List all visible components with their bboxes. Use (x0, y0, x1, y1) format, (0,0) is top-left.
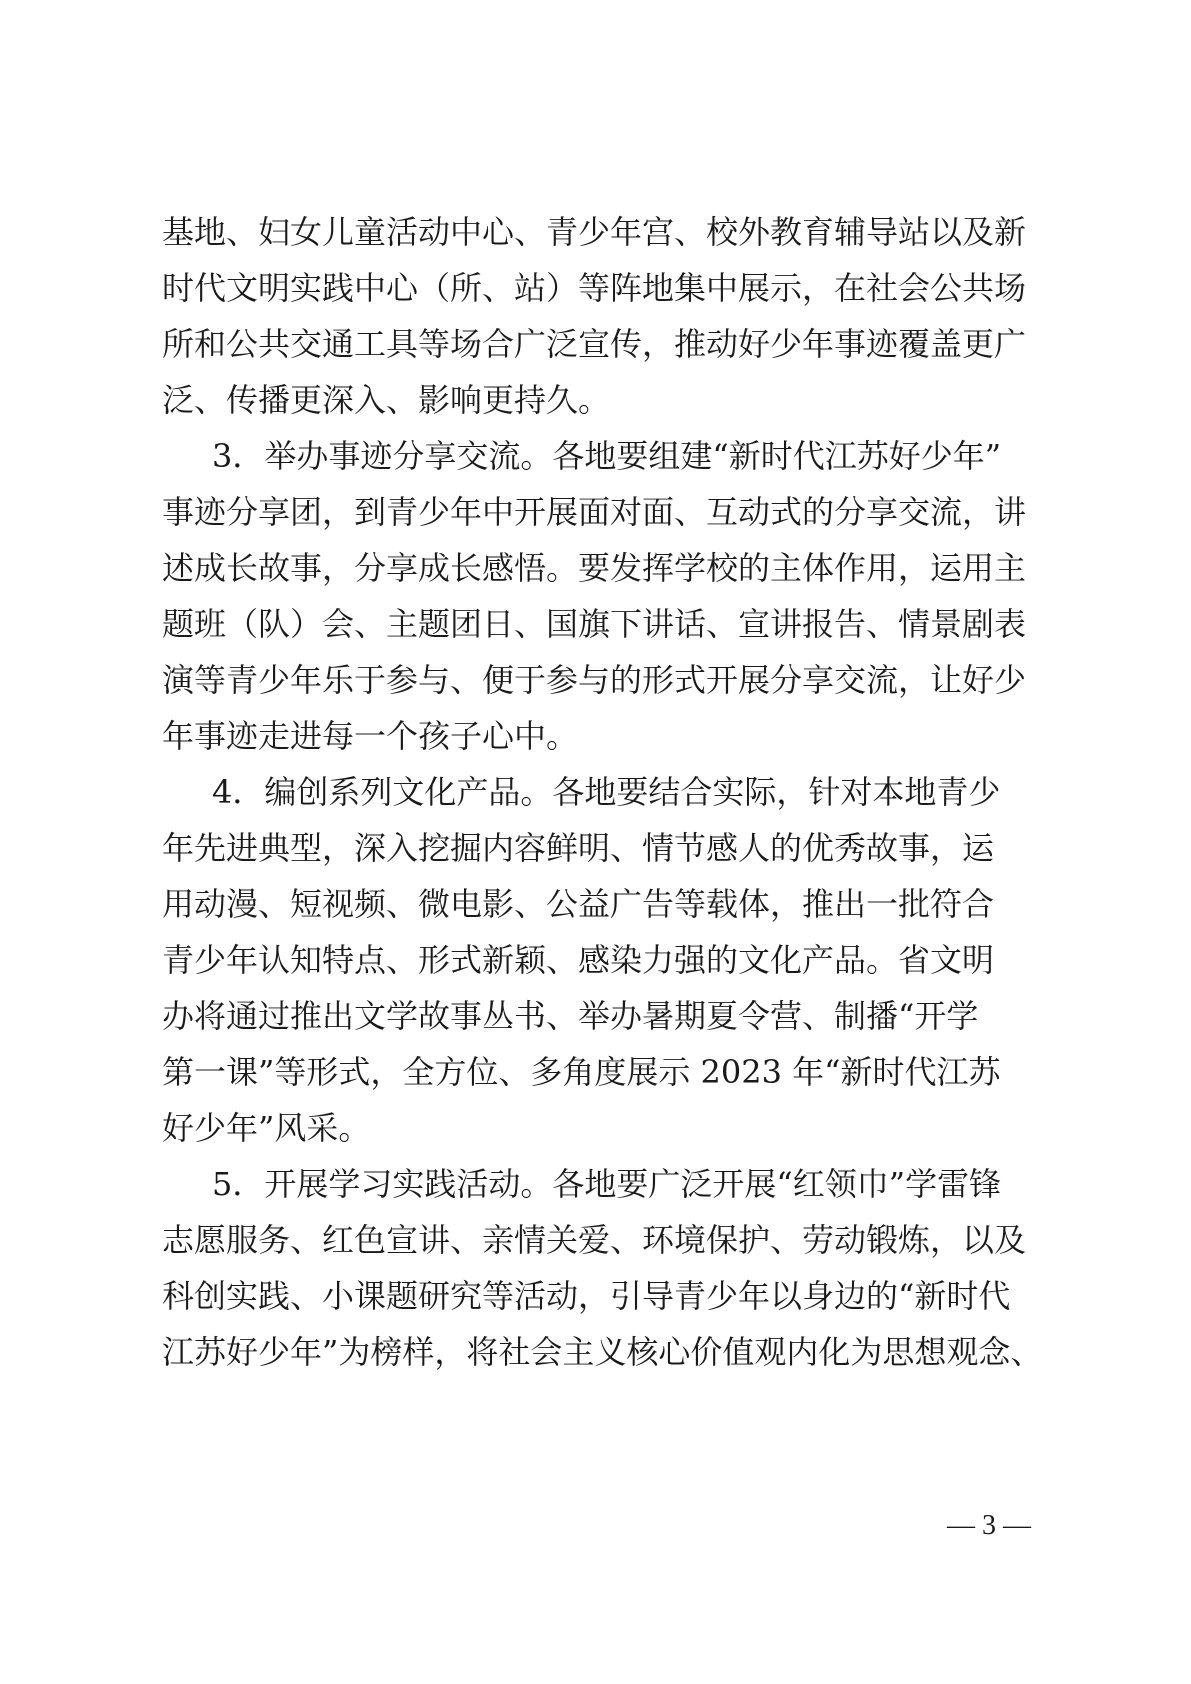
body-text-line: 年事迹走进每一个孩子心中。 (162, 717, 579, 755)
body-text-line: 时代文明实践中心（所、站）等阵地集中展示，在社会公共场 (162, 269, 1027, 307)
body-text-line: 科创实践、小课题研究等活动，引导青少年以身边的“新时代 (162, 1277, 1011, 1315)
body-text-line: 志愿服务、红色宣讲、亲情关爱、环境保护、劳动锻炼，以及 (162, 1221, 1027, 1259)
section-3-heading-line: 3．举办事迹分享交流。各地要组建“新时代江苏好少年” (212, 437, 1002, 475)
body-text-line: 年先进典型，深入挖掘内容鲜明、情节感人的优秀故事，运 (162, 829, 995, 867)
body-text-line: 江苏好少年”为榜样，将社会主义核心价值观内化为思想观念、 (162, 1333, 1043, 1371)
body-text-line: 好少年”风采。 (162, 1109, 371, 1147)
body-text-line: 办将通过推出文学故事丛书、举办暑期夏令营、制播“开学 (162, 997, 979, 1035)
body-text-line: 用动漫、短视频、微电影、公益广告等载体，推出一批符合 (162, 885, 995, 923)
body-text-line: 第一课”等形式，全方位、多角度展示 2023 年“新时代江苏 (162, 1053, 1001, 1091)
section-5-heading-line: 5．开展学习实践活动。各地要广泛开展“红领巾”学雷锋 (212, 1165, 1002, 1203)
page-number: — 3 — (947, 1510, 1031, 1541)
body-text-line: 所和公共交通工具等场合广泛宣传，推动好少年事迹覆盖更广 (162, 325, 1027, 363)
body-text-line: 述成长故事，分享成长感悟。要发挥学校的主体作用，运用主 (162, 549, 1027, 587)
body-text-line: 青少年认知特点、形式新颖、感染力强的文化产品。省文明 (162, 941, 995, 979)
body-text-line: 演等青少年乐于参与、便于参与的形式开展分享交流，让好少 (162, 661, 1027, 699)
body-text-line: 基地、妇女儿童活动中心、青少年宫、校外教育辅导站以及新 (162, 213, 1027, 251)
body-text-line: 泛、传播更深入、影响更持久。 (162, 381, 611, 419)
section-4-heading-line: 4．编创系列文化产品。各地要结合实际，针对本地青少 (212, 773, 1001, 811)
body-text-line: 事迹分享团，到青少年中开展面对面、互动式的分享交流，讲 (162, 493, 1027, 531)
body-text-line: 题班（队）会、主题团日、国旗下讲话、宣讲报告、情景剧表 (162, 605, 1027, 643)
